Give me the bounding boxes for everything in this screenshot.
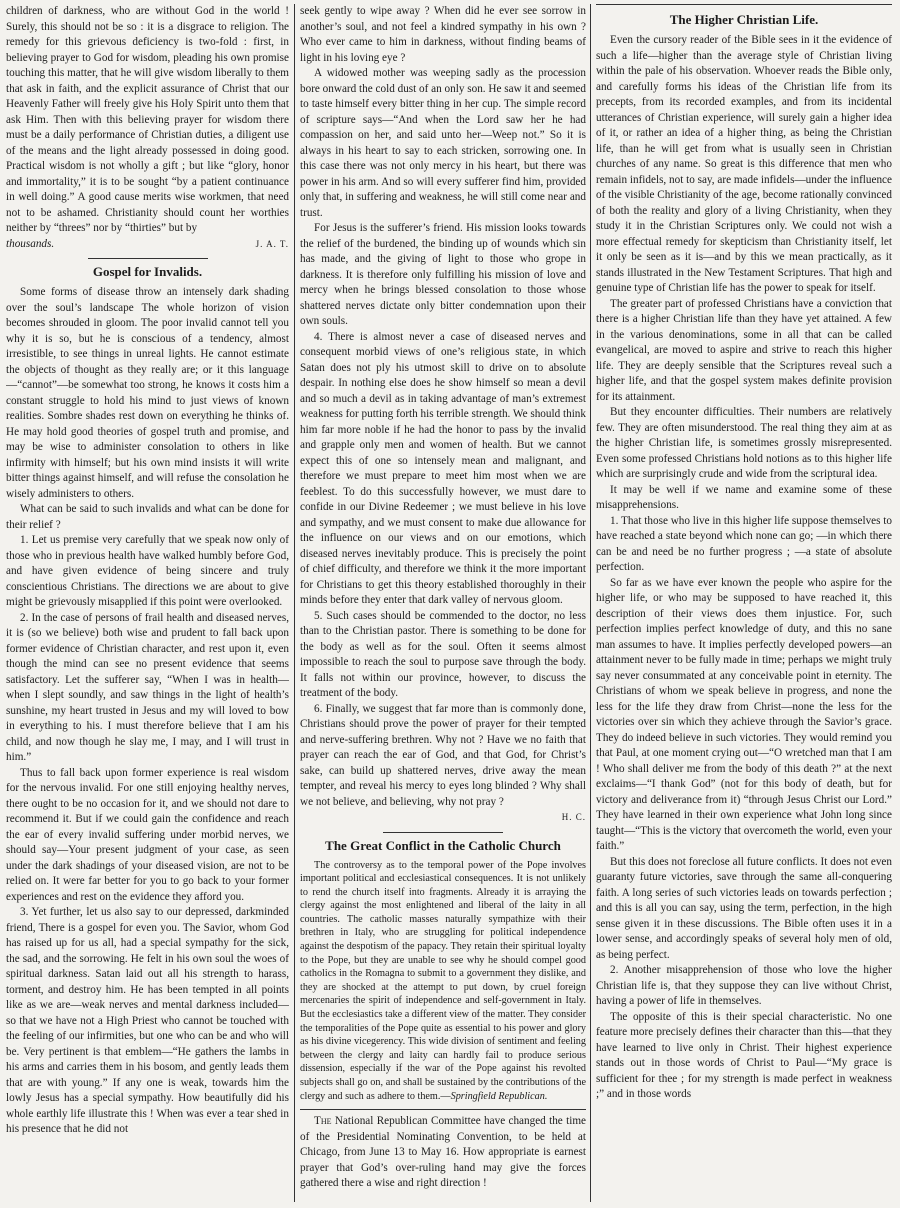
hc-signature-line [300, 810, 586, 826]
section-rule [300, 1109, 586, 1110]
catholic-conflict-source: Springfield Republican. [450, 1090, 548, 1102]
higher-life-paragraph: Even the cursory reader of the Bible sees in it the evidence of such a life—higher than the average style of Christian living within the pale of his observation. Whoever reads the Bible only, and carefully forms his ideas of the Christian life from its precepts, from its recorded examples, and from its incidental utterances of Christian experience, will surely gain a higher idea of it, or rather an idea of a higher thing, as being the Christian life, than he will get from what is usually seen in Christian churches of any name. So great is this difference that men who remain infidels, not to say, are made infidels—under the influence of the visible Christianity of the age, become rationally convinced of both the reality and glory of a living Christianity, when they study it in the Christian Scriptures only. We could not wish a more effectual remedy for skepticism than Christianity itself, let it only be seen as it is—and by this we mean practically, as it stands illustrated in the New Testament Scriptures. That high and genuine type of Christian life has the power to speak for itself. [596, 34, 892, 294]
invalids-continued-paragraph: 6. Finally, we suggest that far more than is commonly done, Christians should prove the power of prayer for their tempted and nerve-suffering brethren. Why not ? Have we no faith that prayer can reach the ear of God, and that God, for Christ’s sake, can build up shattered nerves, drive away the mean tempter, and reveal his mercy to eyes long blinded ? Why shall we not believe, and believing, why not pray ? [300, 702, 586, 808]
jat-sign-word: thousands. [6, 237, 55, 250]
convention-lead-word: The [314, 1115, 332, 1128]
invalids-continued-paragraph: seek gently to wipe away ? When did he ever see sorrow in another’s soul, and not feel a kindred sympathy in his own ? Who ever came to him in darkness, without finding beams of light in his loving eye ? [300, 5, 586, 64]
higher-life-paragraph: It may be well if we name and examine some of these misapprehensions. [596, 483, 892, 511]
section-rule [383, 832, 503, 833]
gospel-invalids-heading: Gospel for Invalids. [92, 264, 203, 279]
higher-life-paragraph: 2. Another misapprehension of those who love the higher Christian life is, that they suppose they can live without Christ, having a power of life in themselves. [596, 964, 892, 1007]
invalids-continued-paragraph: 4. There is almost never a case of diseased nerves and consequent morbid views of one’s religious state, in which Satan does not ply his utmost skill to drive on to absolute despair. In nothing else does he show himself so mean a devil and so much a devil as in taking advantage of man’s extremest weakness for putting forth his terrible strength. We should think him far more noble if he had the honor to pass by the invalid and grapple only men and women of health. But we cannot expect this of one so intensely mean and malignant, and therefore we must prepare to meet him most when we are feeblest. To do this successfully however, we must dare to confide in our Divine Redeemer ; we must believe in his love and sympathy, and we must consent to make due allowance for the influence on our views and on our emotions, which diseased nerves inevitably produce. This is precisely the point of chief difficulty, and therefore we think it the more important for Christians to get this theory established thoroughly in their minds before they enter that dark valley of nervous gloom. [300, 330, 586, 606]
column-1 [6, 4, 289, 1202]
invalids-paragraph: 1. Let us premise very carefully that we speak now only of those who in previous health have walked humbly before God, and have given evidence of being sincere and truly conscientious Christians. The directions we are about to give might be grievously misapplied if this point were overlooked. [6, 534, 289, 608]
section-rule [88, 258, 208, 259]
column-2 [300, 4, 586, 1202]
convention-notice [300, 1114, 586, 1192]
invalids-paragraph: Thus to fall back upon former experience is real wisdom for the nervous invalid. For one still enjoying healthy nerves, there ought to be no occasion for it, and we should not dare to recommend it. But if we could gain the confidence and reach the ear of every invalid suffering under morbid nerves, we should say—Your present judgment of your case, as seen under the dark shadings of your diseased vision, are not to be relied on. It were far better for you to go back to your former experiences and rest on the evidence they afford you. [6, 766, 289, 903]
higher-life-paragraph: But this does not foreclose all future conflicts. It does not even guaranty future victories, save through the same all-conquering faith. A long series of such victories leads on towards perfection ; and this is all you can say, using the term, perfection, in the high sense given it in these discussions. The Bible often uses it in a lower sense, and accordingly speaks of several holy men of old, as being perfect. [596, 855, 892, 961]
catholic-conflict-heading: The Great Conflict in the Catholic Church [325, 837, 561, 853]
column-divider-2 [590, 4, 591, 1202]
higher-life-paragraph: 1. That those who live in this higher life suppose themselves to have reached a state beyond which none can go; —in which there can be and need be no further progress ; —a state of absolute perfection. [596, 514, 892, 573]
higher-life-paragraph: The opposite of this is their special characteristic. No one feature more precisely defines their character than this—that they have learned to live only in Christ. Their highest experience stands out in those words of Christ to Paul—“My grace is sufficient for thee ; for my strength is made perfect in weakness ;” and in those words [596, 1010, 892, 1100]
catholic-conflict-body: The controversy as to the temporal power of the Pope involves important political and ecclesiastical consequences. It is not unlikely to rend the church itself into fragments. Already it is arraying the clergy against the most enlightened and liberal of the laity in all countries. The catholic masses naturally sympathize with their brethren in Italy, who are struggling for political independence against the despotism of the papacy. They retain their spiritual loyalty to the Pope, but they are unable to see why he should compel good catholics in the Romagna to submit to a government they dislike, and they are shocked at the attempt to put down, by cruel foreign mercenaries the spirit of independence and self-government in Italy. But the ecclesiastics take a different view of the matter. They consider the temporalities of the Pope quite as essential to his power and glory as his divine vicegerency. This wide division of sentiment and feeling between the clergy and laity can hardly fail to produce serious dissension, especially if the war of the Pope against his revolted subjects shall go on, and shall be sustained by the contributions of the clergy and such as adhere to them.— [300, 859, 586, 1102]
column-divider-1 [294, 4, 295, 1202]
higher-life-paragraph: But they encounter difficulties. Their numbers are relatively few. They are often misunderstood. The real thing they aim at as the higher Christian life, is sometimes grossly misrepresented. Even some professed Christians hold notions as to this higher life which are surprisingly crude and wide from the scriptural idea. [596, 406, 892, 480]
catholic-conflict-text [300, 859, 586, 1104]
invalids-paragraph: What can be said to such invalids and what can be done for their relief ? [6, 503, 289, 531]
jat-author: J. A. T. [255, 238, 289, 249]
jat-article-ending: children of darkness, who are without God in the world ! Surely, this should not be so : it is a disgrace to religion. The remedy for this grievous deficiency is two-fold : first, in believing prayer to God for wisdom, pleading his own promise touching this matter, that he will give wisdom liberally to them that ask in faith, and the explicit assurance of Christ that our Heavenly Father will freely give his Holy Spirit unto them that ask Him. Then with this believing prayer for wisdom there must be a daily performance of Christian duties, a diligent use of the means and the light already possessed in doing good. Practical wisdom is not wholly a gift ; but like “glory, honor and immortality,” it is to be sought “by a patient continuance in well doing.” A good cause merits wise workmen, that need not to be ashamed. Christianity should count her worthies neither by “threes” nor by “thirties” but by [6, 5, 289, 234]
higher-life-heading: The Higher Christian Life. [669, 12, 819, 27]
invalids-continued-paragraph: 5. Such cases should be commended to the doctor, no less than to the Christian pastor. There is something to be done for the body as well as for the soul. Often it seems almost impossible to reach the soul to purpose save through the body. It falls not within our province, however, to discuss the treatment of the body. [300, 609, 586, 699]
column-top-rule [596, 4, 892, 5]
invalids-paragraph: Some forms of disease throw an intensely dark shading over the soul’s landscape The whole horizon of vision becomes shrouded in gloom. The poor invalid cannot tell you why it is so, but he is conscious of a tendency, almost irresistible, to see things in unreal lights. He cannot estimate the objects of thought as they really are; or it this language—“cannot”—be somewhat too strong, he knows it costs him a constant struggle to hold his mind to just views of known realities. Sombre shades rest down on everything he thinks of. He may hold good theories of gospel truth and promise, and may be wise to administer consolation to others in like infirmity with himself; but his own mind insists it will write bitter things against himself, and will refuse the consolation he wisely administers to others. [6, 286, 289, 500]
jat-signature-line [6, 237, 289, 253]
invalids-continued-paragraph: A widowed mother was weeping sadly as the procession bore onward the cold dust of an only son. He saw it and seemed to taste himself every bitter thing in her cup. The simple record of scripture says—“And when the Lord saw her he had compassion on her, and said unto her—Weep not.” So it is always in his heart to say to each stricken, sorrowing one. In this case there was not only mercy in his heart, but there was power in his arm. And so will every sufferer find him, provided only that, in suffering and weakness, he will still come near and trust. [300, 67, 586, 219]
higher-life-paragraph: The greater part of professed Christians have a conviction that there is a higher Christian life than they have yet attained. A few in the various denominations, some in all that can be called evangelical, are moved to aspire and strive to reach this higher life. They are deeply sensible that the Scriptures reveal such a higher life, and that the gospel system makes definite provision for its attainment. [596, 297, 892, 403]
invalids-continued-paragraph: For Jesus is the sufferer’s friend. His mission looks towards the relief of the burdened, the binding up of wounds which sin has made, and the giving of light to those who grope in darkness. It is therefore only fulfilling his mission of love and mercy when he brings blessed consolation to those whose shattered nerves dictate only bitter condemnation upon their own souls. [300, 222, 586, 327]
invalids-paragraph: 3. Yet further, let us also say to our depressed, darkminded friend, There is a gospel for even you. The Savior, whom God has raised up for us all, had a special sympathy for the sick, the sad, and the sorrowing. He felt in his own soul the woes of spiritual darkness. Satan laid out all his strength to harass, torment, and destroy him. He has been tempted in all points like as we are—weak nerves and mental darkness included—so that we have not a High Priest who cannot be touched with the feeling of our infirmities, but one who can be and who will be. Very pertinent is that emblem—“He gathers the lambs in his arms and carries them in his bosom, and gently leads them that are with young.” If any one is weak, towards him the lowly Jesus has a special sympathy. How beautifully did his whole earthly life illustrate this ! When was ever a tear shed in his presence that he did not [6, 906, 289, 1135]
convention-text: National Republican Committee have changed the time of the Presidential Nominating Convention, to be held at Chicago, from June 13 to May 16. How appropriate is earnest prayer that God’s over-ruling hand may give the forces gathered there a wise and right direction ! [300, 1115, 586, 1190]
column-3 [596, 4, 892, 1202]
invalids-paragraph: 2. In the case of persons of frail health and diseased nerves, it is (so we believe) both wise and prudent to fall back upon former evidence of Christian character, and rest upon it, even though the mind can see no present evidence that seems satisfactory. Let the sufferer say, “When I was in health—when I slept soundly, and saw things in the light of health’s sunshine, my heart trusted in Jesus and my will loved to bow in everything to his. I must therefore believe that I am his child, and now though he slay me, I may, and I will trust in him.” [6, 611, 289, 763]
hc-author: H. C. [561, 812, 586, 822]
higher-life-paragraph: So far as we have ever known the people who aspire for the higher life, or who may be supposed to have reached it, this description of their views does them injustice. For, such perfection implies perfect knowledge of duty, and this no sane man assumes to have. It implies perfectly developed powers—an attainment never to be fully made in time; perhaps we might truly say never consummated at any conceivable point in eternity. The Christians of whom we speak believe in progress, and none the less for the life they draw from Christ—none the less for the victories over sin which they achieve through the Savior’s grace. They do indeed believe in such victories. They would remind you that Paul, at one moment crying out—“O wretched man that I am ! Who shall deliver me from the body of this death ?” at the next exclaims—“I thank God” (not for this body of death, but for victory and deliverance from it) “through Jesus Christ our Lord.” They have learned in their own experience what John long since taught—“This is the victory that overcometh the world, even your faith.” [596, 576, 892, 852]
